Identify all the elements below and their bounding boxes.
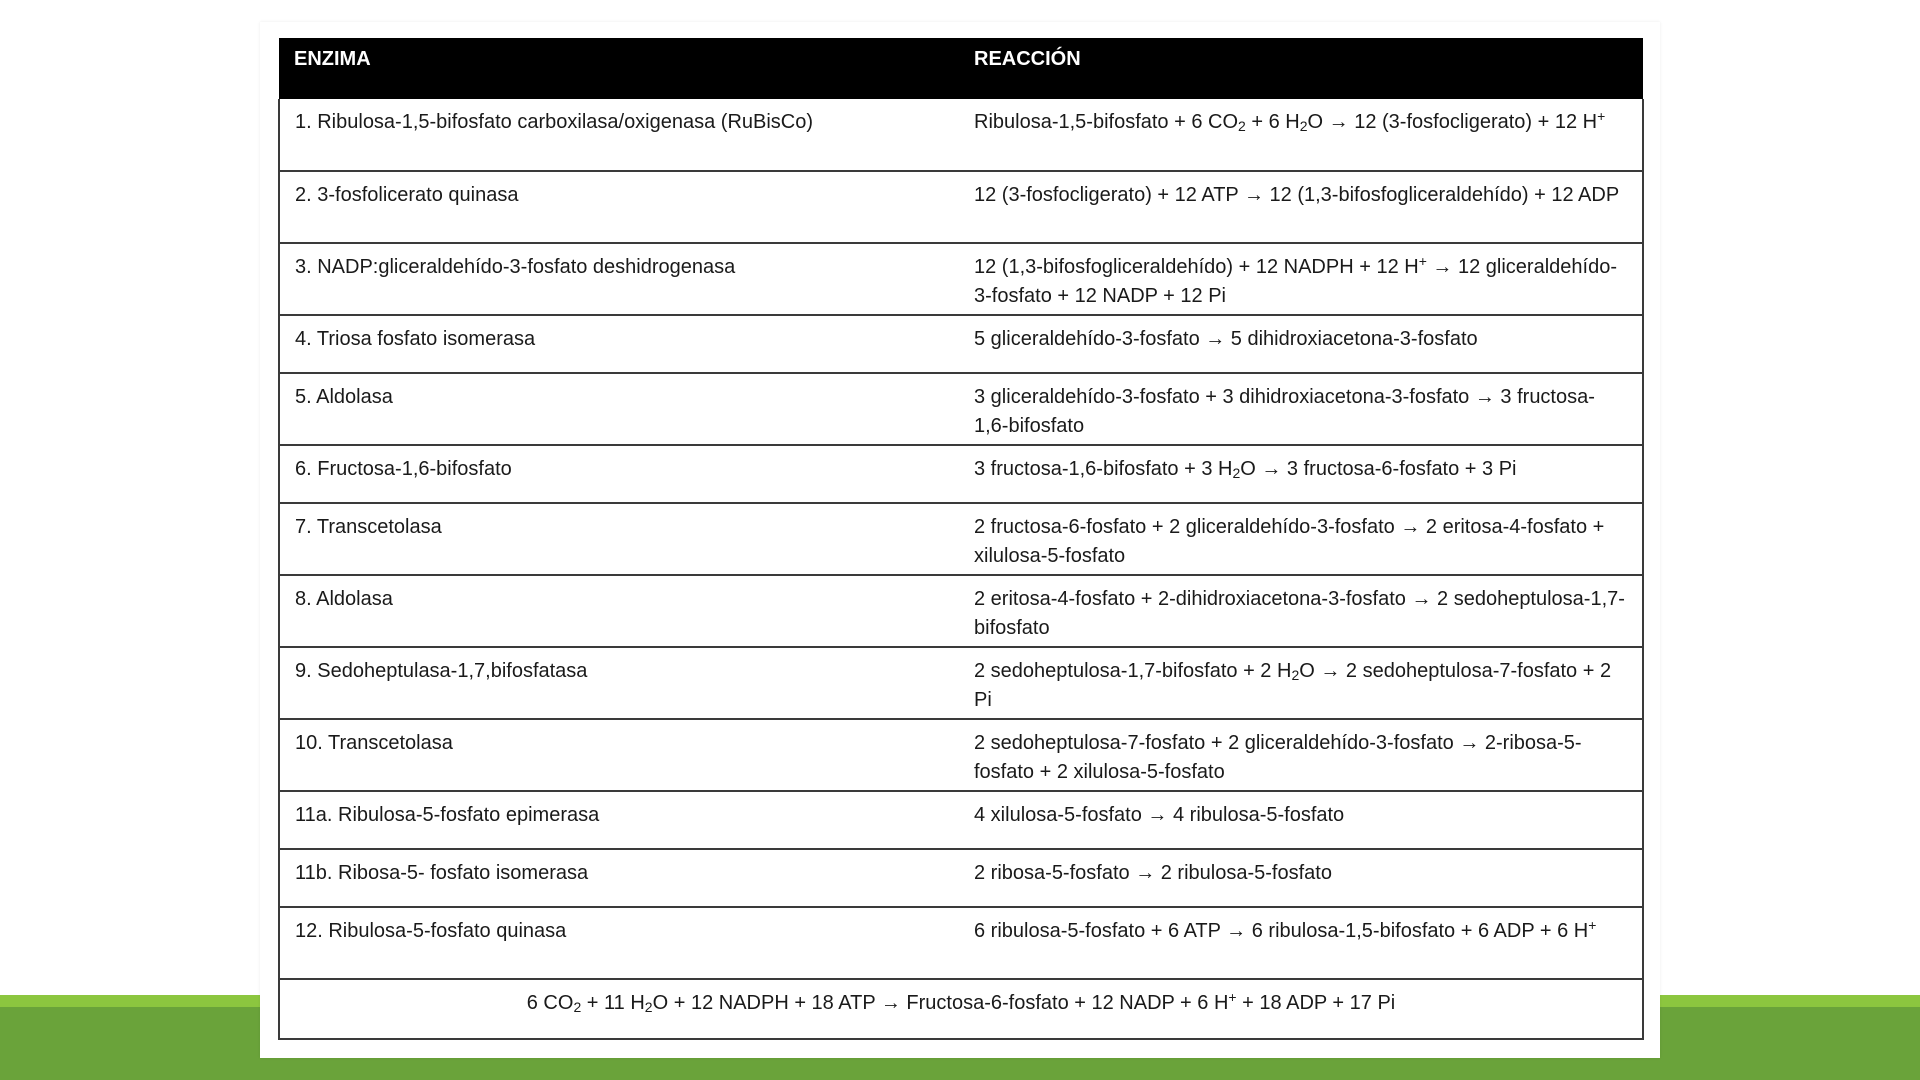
table-header-row [279, 38, 1643, 99]
enzyme-cell: 11b. Ribosa-5- fosfato isomerasa [279, 849, 959, 907]
enzyme-cell: 2. 3-fosfolicerato quinasa [279, 171, 959, 243]
enzyme-cell: 10. Transcetolasa [279, 719, 959, 791]
enzyme-cell: 11a. Ribulosa-5-fosfato epimerasa [279, 791, 959, 849]
reaction-cell: 12 (3-fosfocligerato) + 12 ATP → 12 (1,3-bifosfogliceraldehído) + 12 ADP [959, 171, 1643, 243]
table-row [279, 503, 1643, 575]
reaction-cell: 6 ribulosa-5-fosfato + 6 ATP → 6 ribulosa-1,5-bifosfato + 6 ADP + 6 H+ [959, 907, 1643, 979]
reaction-cell: 2 sedoheptulosa-1,7-bifosfato + 2 $H_2O \to 2$ sedoheptulosa-7-fosfato + 2 Pi [959, 647, 1643, 719]
total-reaction-row [279, 979, 1643, 1039]
reaction-cell: Ribulosa-1,5-bifosfato + 6 $CO_2 + 6$ $H_2O \to 12$ (3-fosfocligerato) + 12 H+ [959, 99, 1643, 171]
reaction-cell: 4 xilulosa-5-fosfato → 4 ribulosa-5-fosfato [959, 791, 1643, 849]
enzyme-cell: 5. Aldolasa [279, 373, 959, 445]
table-row [279, 791, 1643, 849]
enzyme-cell: 7. Transcetolasa [279, 503, 959, 575]
enzyme-cell: 9. Sedoheptulasa-1,7,bifosfatasa [279, 647, 959, 719]
table-row [279, 647, 1643, 719]
table-row [279, 171, 1643, 243]
table-row [279, 907, 1643, 979]
table-row [279, 849, 1643, 907]
enzyme-cell: 8. Aldolasa [279, 575, 959, 647]
table-row [279, 315, 1643, 373]
slide-card [260, 22, 1660, 1058]
enzyme-cell: 6. Fructosa-1,6-bifosfato [279, 445, 959, 503]
header-reaction: REACCIÓN [959, 38, 1643, 99]
enzyme-cell: 12. Ribulosa-5-fosfato quinasa [279, 907, 959, 979]
total-reaction-cell: 6 $CO_2 + 11$ $H_2O + 12$ NADPH + 18 ATP → Fructosa-6-fosfato + 12 NADP + 6 H+ + 18 ADP + 17 Pi [279, 979, 1643, 1039]
enzyme-cell: 4. Triosa fosfato isomerasa [279, 315, 959, 373]
table-row [279, 575, 1643, 647]
reaction-cell: 2 eritosa-4-fosfato + 2-dihidroxiacetona-3-fosfato → 2 sedoheptulosa-1,7-bifosfato [959, 575, 1643, 647]
table-row [279, 719, 1643, 791]
table-row [279, 373, 1643, 445]
reaction-cell: 3 gliceraldehído-3-fosfato + 3 dihidroxiacetona-3-fosfato → 3 fructosa-1,6-bifosfato [959, 373, 1643, 445]
table-row [279, 99, 1643, 171]
reaction-cell: 2 fructosa-6-fosfato + 2 gliceraldehído-3-fosfato → 2 eritosa-4-fosfato + xilulosa-5-fosfato [959, 503, 1643, 575]
reaction-cell: 12 (1,3-bifosfogliceraldehído) + 12 NADPH + 12 H+ → 12 gliceraldehído-3-fosfato + 12 NADP + 12 Pi [959, 243, 1643, 315]
table-row [279, 445, 1643, 503]
enzyme-cell: 1. Ribulosa-1,5-bifosfato carboxilasa/oxigenasa (RuBisCo) [279, 99, 959, 171]
enzyme-reaction-table [278, 38, 1644, 1040]
reaction-cell: 3 fructosa-1,6-bifosfato + 3 $H_2O \to 3$ fructosa-6-fosfato + 3 Pi [959, 445, 1643, 503]
table-row [279, 243, 1643, 315]
header-enzyme: ENZIMA [279, 38, 959, 99]
enzyme-cell: 3. NADP:gliceraldehído-3-fosfato deshidrogenasa [279, 243, 959, 315]
reaction-cell: 5 gliceraldehído-3-fosfato → 5 dihidroxiacetona-3-fosfato [959, 315, 1643, 373]
reaction-cell: 2 sedoheptulosa-7-fosfato + 2 gliceraldehído-3-fosfato → 2-ribosa-5-fosfato + 2 xilulosa-5-fosfato [959, 719, 1643, 791]
reaction-cell: 2 ribosa-5-fosfato → 2 ribulosa-5-fosfato [959, 849, 1643, 907]
